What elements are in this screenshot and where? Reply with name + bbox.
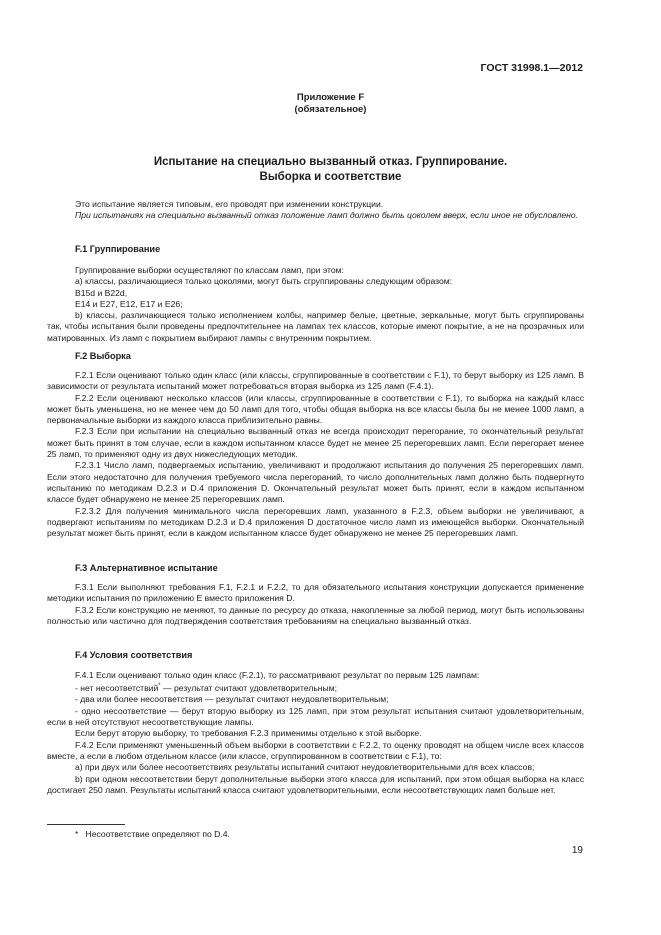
section-heading-line2: Выборка и соответствие bbox=[259, 171, 402, 183]
paragraph: - одно несоответствие — берут вторую выборку из 125 ламп, при этом результат испытания считают удовлетворительным, если в ней отсутствуют несоответствующие лампы. bbox=[47, 705, 584, 728]
paragraph bbox=[47, 681, 584, 694]
paragraph: F.2.2 Если оценивают несколько классов (или классы, сгруппированные в соответствии с F.1), то выборка на каждый класс может быть уменьшена, но не менее чем до 50 ламп для того, чтобы общая выборка на все классы была бы не менее 1000 ламп, а первоначальные выборки из каждого класса приблизительно равны. bbox=[47, 392, 584, 426]
list-item-text: - нет несоответствий bbox=[75, 683, 159, 694]
paragraph: - два или более несоответствия — результат считают неудовлетворительным; bbox=[75, 694, 389, 705]
section-heading-line1: Испытание на специально вызванный отказ. Группирование. bbox=[153, 156, 508, 168]
paragraph: F.2.3.1 Число ламп, подвергаемых испытанию, увеличивают и продолжают испытания до получения 25 перегоревших ламп. Если этого недостаточно для получения требуемого числа перегораний, то число дополнительных ламп должно быть подвергнуто испытанию по методикам D.2.3 и D.4 приложения D. Окончательный результат может быть принят, если в каждом испытанном классе будет обнаружено не менее 25 перегоревших ламп. bbox=[47, 460, 584, 505]
f4-block bbox=[47, 670, 584, 796]
page-number: 19 bbox=[571, 845, 583, 856]
paragraph: Если берут вторую выборку, то требования F.2.3 применимы отдельно к этой выборке. bbox=[75, 728, 422, 739]
paragraph: а) классы, различающиеся только цоколями, могут быть сгруппированы следующим образом: bbox=[75, 276, 453, 287]
f3-block bbox=[47, 582, 584, 627]
paragraph: E14 и E27, E12, E17 и E26; bbox=[75, 298, 183, 309]
f1-title: F.1 Группирование bbox=[75, 244, 161, 254]
paragraph: B15d и B22d, bbox=[75, 287, 128, 298]
paragraph: b) классы, различающиеся только исполнением колбы, например белые, цветные, зеркальные, могут быть сгруппированы так, чтобы испытания были проведены предпочтительнее на лампах тех классов, которые имеют покрытие, а не на прозрачных или матированных. Из ламп с покрытием выбирают лампы с внутренним покрытием. bbox=[47, 310, 584, 343]
footnote-text: Несоответствие определяют по D.4. bbox=[85, 829, 230, 839]
paragraph: F.4.2 Если применяют уменьшенный объем выборки в соответствии с F.2.2, то оценку проводят на общем числе всех классов вместе, а если в любом отдельном классе (или классе, сгруппированном в соответствии с F.1), то: bbox=[47, 739, 584, 761]
paragraph: Группирование выборки осуществляют по классам ламп, при этом: bbox=[75, 265, 344, 275]
intro-paragraph: Это испытание является типовым, его проводят при изменении конструкции. bbox=[75, 199, 384, 209]
footnote-divider bbox=[47, 824, 125, 825]
f2-title: F.2 Выборка bbox=[75, 351, 131, 361]
paragraph: а) при двух или более несоответствиях результаты испытаний считают неудовлетворительными для всех классов; bbox=[75, 762, 535, 773]
paragraph: F.2.3 Если при испытании на специально вызванный отказ не всегда происходит перегорание, то окончательный результат может быть принят в том случае, если в каждом испытанном классе будет не менее 25 перегоревших ламп. Если перегорает менее 25 ламп, то применяют одну из двух нижеследующих методик. bbox=[47, 426, 584, 460]
footnote-ref: * bbox=[158, 683, 161, 690]
f1-block bbox=[47, 265, 584, 344]
intro-paragraph-italic: При испытаниях на специально вызванный отказ положение ламп должно быть цоколем вверх, если иное не обусловлено. bbox=[75, 210, 579, 221]
appendix-status: (обязательное) bbox=[294, 104, 367, 115]
paragraph: F.3.1 Если выполняют требования F.1, F.2.1 и F.2.2, то для обязательного испытания конструкции допускается применение методики испытания по приложению E вместо приложения D. bbox=[47, 582, 584, 604]
paragraph: F.2.1 Если оценивают только один класс (или классы, сгруппированные в соответствии с F.1), то берут выборку из 125 ламп. В зависимости от результата испытаний может потребоваться вторая выборка из 125 ламп (F.4.1). bbox=[47, 370, 584, 392]
f3-title: F.3 Альтернативное испытание bbox=[75, 563, 218, 573]
f2-block bbox=[47, 370, 584, 539]
intro-block bbox=[47, 199, 584, 222]
appendix-title: Приложение F bbox=[296, 92, 365, 103]
paragraph: F.3.2 Если конструкцию не меняют, то данные по ресурсу до отказа, накопленные за любой период, могут быть использованы полностью или частично для подтверждения соответствия требованиям на специально вызванный отказ. bbox=[47, 604, 584, 626]
list-item-text: — результат считают удовлетворительным; bbox=[160, 683, 338, 694]
paragraph: F.2.3.2 Для получения минимального числа перегоревших ламп, указанного в F.2.3, объем выборки не увеличивают, а подвергают испытаниям по методикам D.2.3 и D.4 приложения D достаточное число ламп из имеющейся выборки. Окончательный результат может быть принят, если в каждом испытанном классе будет обнаружено не менее 25 перегоревших ламп. bbox=[47, 505, 584, 539]
paragraph: F.4.1 Если оценивают только один класс (F.2.1), то рассматривают результат по первым 125 лампам: bbox=[75, 670, 480, 680]
f4-title: F.4 Условия соответствия bbox=[75, 650, 193, 660]
footnote-mark: * bbox=[75, 829, 79, 839]
footnote bbox=[47, 829, 230, 839]
paragraph: b) при одном несоответствии берут дополнительные выборки этого класса для испытаний, при этом общая выборка на класс достигает 250 ламп. Результаты испытаний класса считают удовлетворительными, если несоответствующих ламп больше нет. bbox=[47, 773, 584, 795]
document-id: ГОСТ 31998.1—2012 bbox=[480, 62, 583, 74]
